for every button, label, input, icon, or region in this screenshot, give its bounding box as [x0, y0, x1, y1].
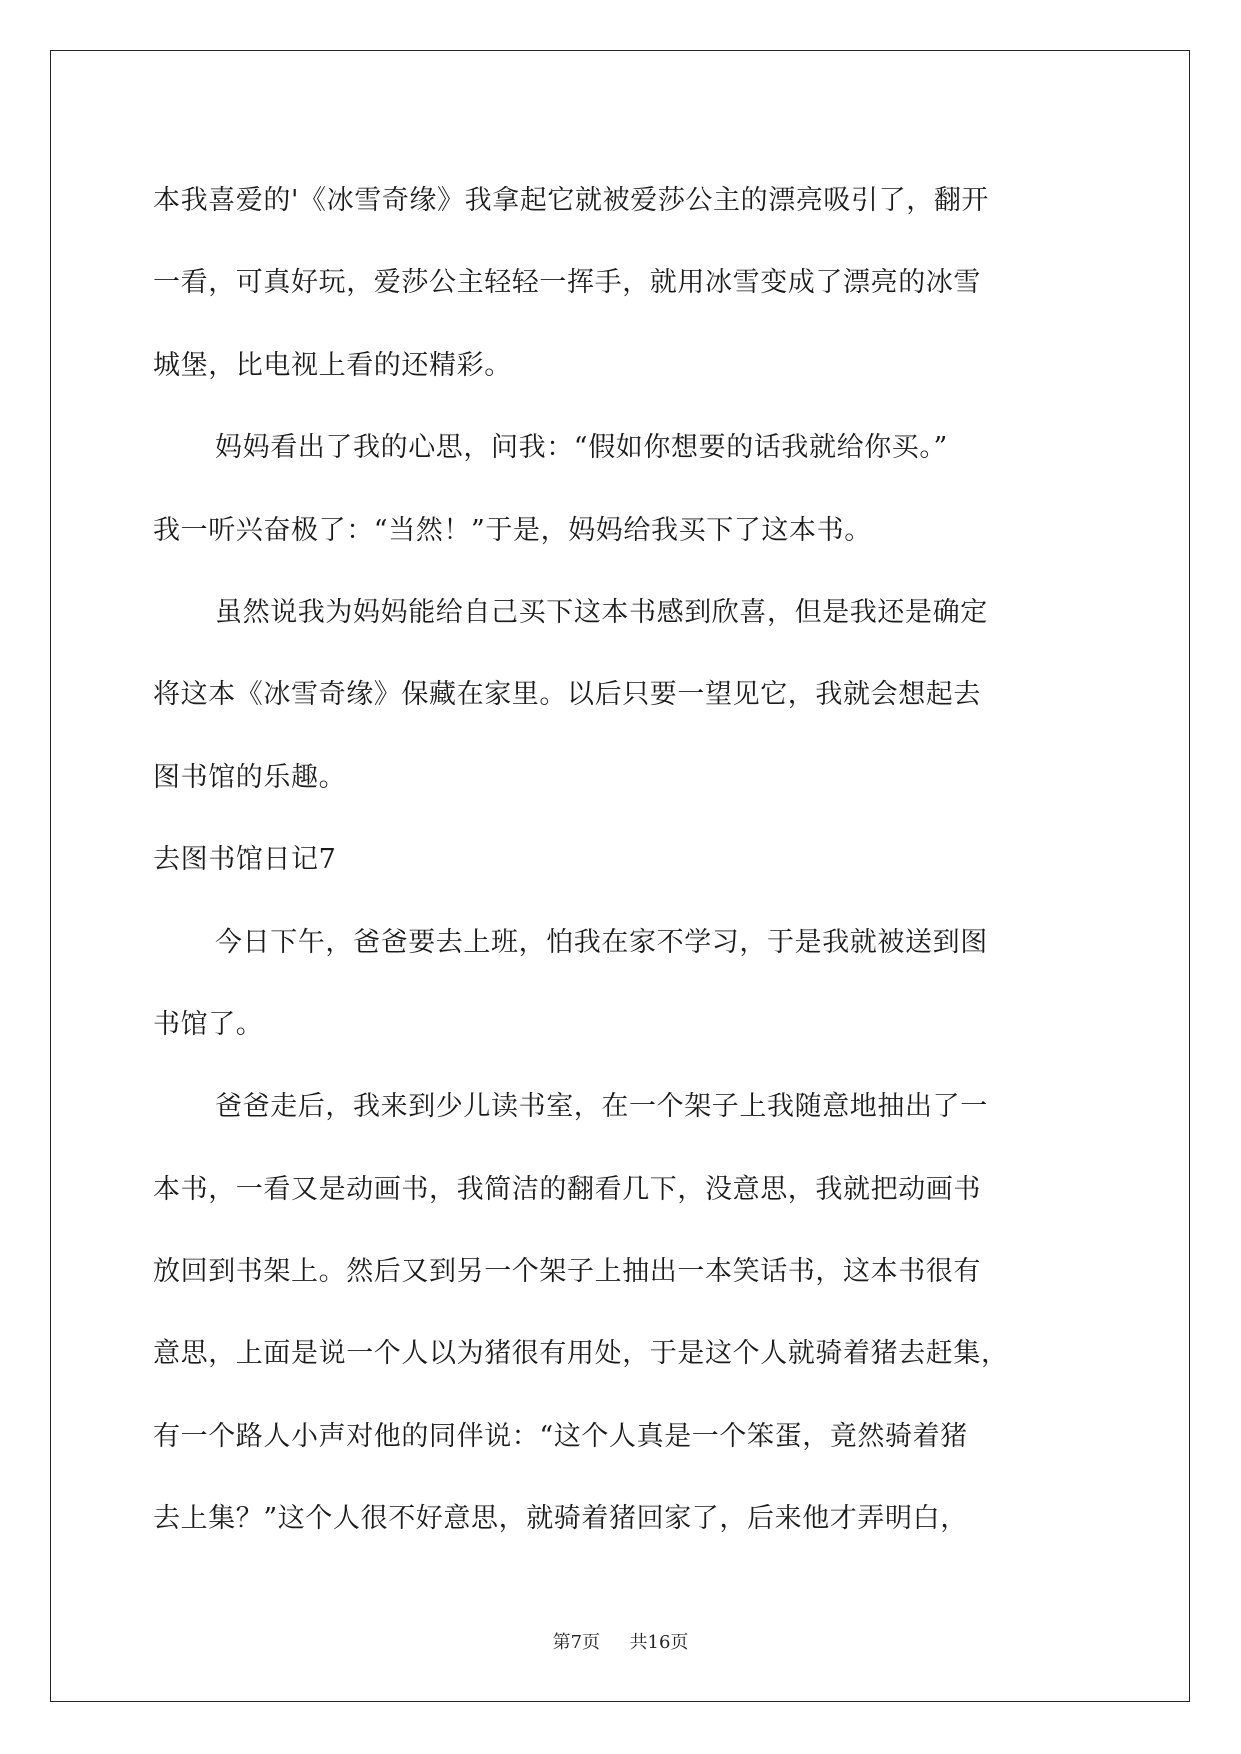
text-line: 今日下午，爸爸要去上班，怕我在家不学习，于是我就被送到图	[215, 926, 988, 958]
section-heading: 去图书馆日记7	[153, 844, 337, 876]
text-line: 意思，上面是说一个人以为猪很有用处，于是这个人就骑着猪去赶集，	[153, 1338, 1009, 1370]
text-line: 城堡，比电视上看的还精彩。	[153, 349, 512, 381]
text-line: 去上集？”这个人很不好意思，就骑着猪回家了，后来他才弄明白，	[153, 1503, 968, 1535]
text-line: 放回到书架上。然后又到另一个架子上抽出一本笑话书，这本书很有	[153, 1256, 981, 1288]
text-line: 本我喜爱的'《冰雪奇缘》我拿起它就被爱莎公主的漂亮吸引了，翻开	[153, 185, 990, 216]
text-line: 本书，一看又是动画书，我简洁的翻看几下，没意思，我就把动画书	[153, 1173, 981, 1205]
text-line: 有一个路人小声对他的同伴说：“这个人真是一个笨蛋，竟然骑着猪	[153, 1420, 968, 1452]
text-line: 我一听兴奋极了：“当然！”于是，妈妈给我买下了这本书。	[153, 514, 872, 546]
document-body	[153, 160, 1113, 1561]
text-line: 爸爸走后，我来到少儿读书室，在一个架子上我随意地抽出了一	[215, 1091, 988, 1123]
text-line: 虽然说我为妈妈能给自己买下这本书感到欣喜，但是我还是确定	[215, 596, 988, 628]
text-line: 将这本《冰雪奇缘》保藏在家里。以后只要一望见它，我就会想起去	[153, 679, 981, 711]
text-line: 妈妈看出了我的心思，问我：“假如你想要的话我就给你买。”	[215, 432, 948, 464]
page-footer	[0, 1628, 1241, 1654]
text-line: 一看，可真好玩，爱莎公主轻轻一挥手，就用冰雪变成了漂亮的冰雪	[153, 267, 981, 299]
text-line: 书馆了。	[153, 1008, 264, 1040]
text-line: 图书馆的乐趣。	[153, 761, 347, 793]
page-number: 第7页	[552, 1632, 601, 1653]
page-total: 共16页	[629, 1632, 689, 1653]
